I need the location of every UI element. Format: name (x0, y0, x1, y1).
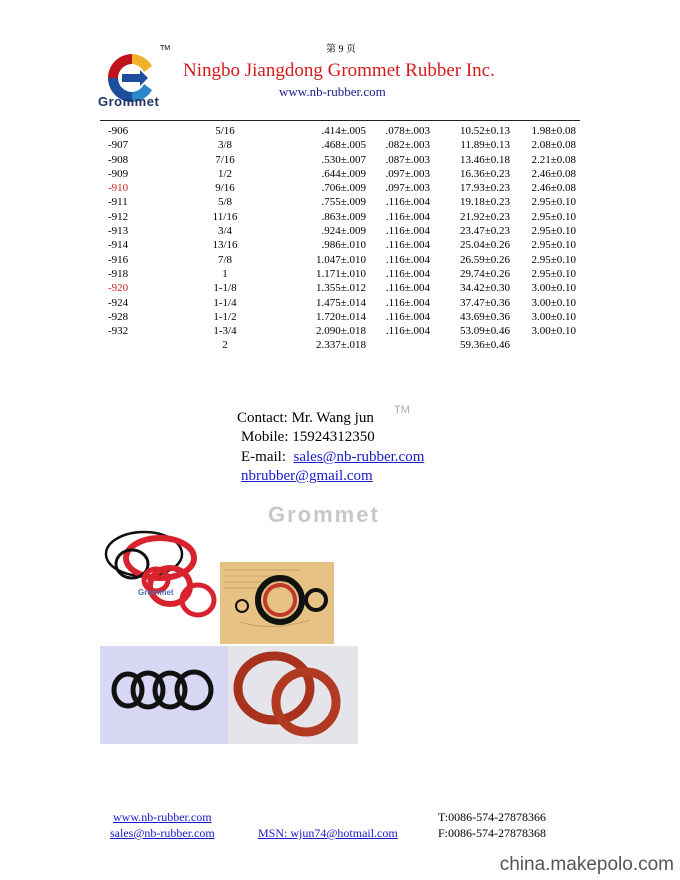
footer-fax: F:0086-574-27878368 (438, 826, 546, 840)
grommet-watermark: Grommet (268, 502, 380, 527)
cell-cs (366, 338, 430, 352)
cell-size: 1-1/2 (213, 310, 237, 323)
table-row (108, 153, 576, 167)
cell-size: 1/2 (217, 167, 233, 180)
cell-id: 1.047±.010 (315, 253, 366, 266)
cell-id-mm: 37.47±0.36 (459, 296, 510, 309)
cell-code: -932 (108, 325, 129, 338)
table-row (108, 195, 576, 209)
cell-size: 7/8 (217, 253, 233, 266)
cell-id-mm: 23.47±0.23 (459, 225, 510, 238)
cell-cs: .082±.003 (385, 139, 430, 152)
table-row (108, 167, 576, 181)
cell-id-mm: 16.36±0.23 (459, 167, 510, 180)
table-row (108, 224, 576, 238)
table-row (108, 267, 576, 281)
table-row (108, 210, 576, 224)
cell-size: 5/16 (215, 125, 235, 137)
cell-cs: .116±.004 (385, 267, 430, 280)
product-photo-black-rings (100, 646, 228, 744)
cell-id-mm: 13.46±0.18 (459, 153, 510, 166)
cell-id: 1.475±.014 (315, 296, 366, 309)
table-row (108, 124, 576, 138)
cell-size: 1 (222, 267, 228, 280)
cell-id: .986±.010 (321, 239, 366, 252)
cell-id: 1.355±.012 (315, 282, 366, 295)
product-photo-red-rings (100, 518, 218, 618)
cell-cs: .116±.004 (385, 239, 430, 252)
cell-cs-mm: 2.95±0.10 (531, 239, 576, 252)
cell-size: 1-1/8 (213, 282, 237, 295)
cell-cs-mm: 2.95±0.10 (531, 253, 576, 266)
cell-size: 13/16 (212, 239, 238, 252)
cell-id-mm: 34.42±0.30 (459, 282, 510, 295)
table-row (108, 138, 576, 152)
cell-cs-mm: 2.95±0.10 (531, 267, 576, 280)
cell-id: .468±.005 (321, 139, 366, 152)
cell-code: -924 (108, 296, 129, 309)
cell-cs: .116±.004 (385, 196, 430, 209)
cell-id-mm: 17.93±0.23 (459, 182, 510, 195)
table-row (108, 338, 576, 352)
cell-id: .924±.009 (321, 225, 366, 238)
cell-cs: .097±.003 (385, 182, 430, 195)
cell-id: .863±.009 (321, 210, 366, 223)
cell-id-mm: 43.69±0.36 (459, 310, 510, 323)
cell-cs: .116±.004 (385, 210, 430, 223)
cell-id: .755±.009 (321, 196, 366, 209)
cell-cs-mm: 2.46±0.08 (531, 182, 576, 195)
cell-cs: .097±.003 (385, 167, 430, 180)
cell-size: 5/8 (217, 196, 233, 209)
cell-cs-mm: 2.95±0.10 (531, 196, 576, 209)
cell-size: 1-1/4 (213, 296, 237, 309)
page-number: 第 9 页 (326, 44, 356, 55)
cell-code: -913 (108, 225, 129, 238)
source-credit: china.makepolo.com (499, 854, 674, 875)
product-photo-brown-rings (228, 646, 358, 744)
cell-size: 1-3/4 (213, 325, 237, 338)
table-row (108, 281, 576, 295)
cell-id: 2.337±.018 (315, 339, 366, 352)
cell-code: -928 (108, 310, 129, 323)
cell-id-mm: 10.52±0.13 (459, 125, 510, 137)
cell-cs-mm: 3.00±0.10 (531, 296, 576, 309)
cell-cs-mm: 3.00±0.10 (531, 310, 576, 323)
cell-id-mm: 53.09±0.46 (459, 325, 510, 338)
email2-link[interactable]: nbrubber@gmail.com (241, 468, 373, 484)
cell-size: 9/16 (215, 182, 235, 195)
table-row (108, 238, 576, 252)
cell-cs: .116±.004 (385, 296, 430, 309)
contact-email-row (241, 449, 424, 466)
footer-telephone: T:0086-574-27878366 (438, 810, 547, 824)
cell-cs: .116±.004 (385, 282, 430, 295)
oring-size-table (108, 124, 576, 353)
email-link[interactable]: sales@nb-rubber.com (293, 449, 425, 465)
product-photo-document (220, 562, 334, 644)
cell-code: -909 (108, 167, 129, 180)
cell-code: -920 (108, 282, 129, 295)
cell-id: .644±.009 (321, 167, 366, 180)
cell-id: .706±.009 (321, 182, 366, 195)
cell-code (108, 338, 188, 352)
black-rings-illustration (100, 646, 228, 744)
cell-cs: .116±.004 (385, 225, 430, 238)
cell-cs-mm: 3.00±0.10 (531, 325, 576, 338)
cell-cs-mm: 2.95±0.10 (531, 210, 576, 223)
cell-id: .530±.007 (321, 153, 366, 166)
header-divider (100, 120, 580, 121)
table-row (108, 296, 576, 310)
cell-id-mm: 29.74±0.26 (459, 267, 510, 280)
cell-cs-mm: 2.08±0.08 (531, 139, 576, 152)
footer-msn-link[interactable]: MSN: wjun74@hotmail.com (258, 826, 398, 840)
cell-size: 2 (222, 339, 228, 352)
cell-id: 1.720±.014 (315, 310, 366, 323)
cell-id-mm: 26.59±0.26 (459, 253, 510, 266)
cell-cs-mm: 2.95±0.10 (531, 225, 576, 238)
cell-size: 3/8 (217, 139, 233, 152)
trademark-mark: TM (160, 45, 171, 52)
red-rings-illustration (100, 518, 218, 618)
cell-code: -912 (108, 210, 129, 223)
cell-cs: .116±.004 (385, 310, 430, 323)
cell-size: 11/16 (212, 210, 238, 223)
cell-code: -918 (108, 267, 129, 280)
cell-cs: .116±.004 (385, 253, 430, 266)
cell-cs: .087±.003 (385, 153, 430, 166)
cell-size: 7/16 (215, 153, 235, 166)
table-row (108, 181, 576, 195)
logo-wordmark: Grommet (98, 94, 160, 109)
cell-size: 3/4 (217, 225, 233, 238)
cell-cs-mm: 1.98±0.08 (531, 125, 576, 137)
cell-id: 2.090±.018 (315, 325, 366, 338)
cell-code: -916 (108, 253, 129, 266)
cell-id-mm: 19.18±0.23 (459, 196, 510, 209)
cell-code: -911 (108, 196, 128, 209)
email-label: E-mail: (241, 449, 286, 465)
cell-cs-mm: 3.00±0.10 (531, 282, 576, 295)
cell-cs-mm: 2.46±0.08 (531, 167, 576, 180)
contact-name: Contact: Mr. Wang jun (237, 410, 374, 426)
cell-cs-mm (510, 338, 576, 352)
header-website-link[interactable]: www.nb-rubber.com (279, 84, 386, 99)
brown-rings-illustration (228, 646, 358, 744)
cell-id-mm: 25.04±0.26 (459, 239, 510, 252)
cell-cs: .116±.004 (385, 325, 430, 338)
cell-cs: .078±.003 (385, 125, 430, 137)
table-row (108, 253, 576, 267)
cell-code: -914 (108, 239, 129, 252)
photo1-caption: Grommet (138, 588, 174, 597)
cell-id-mm: 59.36±0.46 (459, 339, 510, 352)
footer-website-link[interactable]: www.nb-rubber.com (113, 810, 212, 824)
cell-code: -907 (108, 139, 129, 152)
table-row (108, 324, 576, 338)
cell-code: -906 (108, 125, 129, 137)
cell-cs-mm: 2.21±0.08 (531, 153, 576, 166)
cell-id-mm: 21.92±0.23 (459, 210, 510, 223)
cell-code: -910 (108, 182, 129, 195)
company-name: Ningbo Jiangdong Grommet Rubber Inc. (183, 60, 495, 81)
footer-email-link[interactable]: sales@nb-rubber.com (110, 826, 215, 840)
contact-mobile: Mobile: 15924312350 (241, 429, 375, 445)
cell-code: -908 (108, 153, 129, 166)
contact-trademark: TM (394, 404, 410, 416)
table-row (108, 310, 576, 324)
document-rings-illustration (220, 562, 334, 644)
cell-id: 1.171±.010 (315, 267, 366, 280)
cell-id: .414±.005 (321, 125, 366, 137)
cell-id-mm: 11.89±0.13 (460, 139, 510, 152)
